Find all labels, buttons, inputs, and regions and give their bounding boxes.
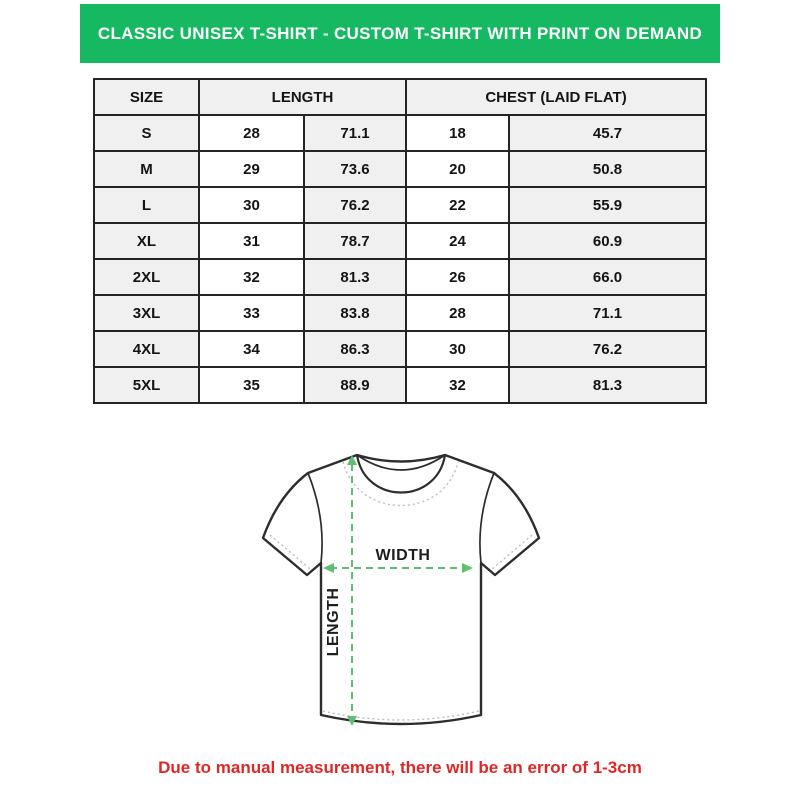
length-cm-cell: 83.8 [304,295,406,331]
table-row [94,295,706,331]
size-cell: 5XL [94,367,199,403]
length-inches-cell: 29 [199,151,304,187]
chest-inches-cell: 22 [406,187,509,223]
width-label: WIDTH [375,547,431,564]
chest-inches-cell: 20 [406,151,509,187]
length-inches-cell: 34 [199,331,304,367]
length-cm-cell: 88.9 [304,367,406,403]
chest-inches-cell: 18 [406,115,509,151]
chest-inches-cell: 28 [406,295,509,331]
chest-cm-cell: 45.7 [509,115,706,151]
chest-column-header: CHEST (LAID FLAT) [406,79,706,115]
chest-inches-cell: 26 [406,259,509,295]
chest-cm-cell: 81.3 [509,367,706,403]
length-inches-cell: 32 [199,259,304,295]
length-inches-cell: 30 [199,187,304,223]
chest-cm-cell: 60.9 [509,223,706,259]
table-row [94,331,706,367]
chest-inches-cell: 30 [406,331,509,367]
size-cell: L [94,187,199,223]
size-cell: 4XL [94,331,199,367]
length-cm-cell: 73.6 [304,151,406,187]
table-row [94,259,706,295]
length-cm-cell: 78.7 [304,223,406,259]
chest-cm-cell: 76.2 [509,331,706,367]
length-cm-cell: 71.1 [304,115,406,151]
tshirt-outline [263,455,539,724]
page-title: CLASSIC UNISEX T-SHIRT - CUSTOM T-SHIRT WITH PRINT ON DEMAND [97,23,703,43]
chest-cm-cell: 50.8 [509,151,706,187]
chest-cm-cell: 71.1 [509,295,706,331]
title-banner [80,4,720,63]
length-inches-cell: 35 [199,367,304,403]
size-column-header: SIZE [94,79,199,115]
length-inches-cell: 28 [199,115,304,151]
length-label: LENGTH [325,587,342,657]
table-row [94,367,706,403]
measurement-error-note: Due to manual measurement, there will be an error of 1-3cm [158,758,642,777]
chest-cm-cell: 66.0 [509,259,706,295]
size-table-body [94,115,706,403]
length-cm-cell: 81.3 [304,259,406,295]
length-inches-cell: 31 [199,223,304,259]
size-cell: S [94,115,199,151]
length-column-header: LENGTH [199,79,406,115]
length-cm-cell: 76.2 [304,187,406,223]
size-cell: M [94,151,199,187]
chest-inches-cell: 24 [406,223,509,259]
length-cm-cell: 86.3 [304,331,406,367]
size-table [93,78,707,404]
size-table-header [94,79,706,115]
chest-inches-cell: 32 [406,367,509,403]
size-cell: XL [94,223,199,259]
chest-cm-cell: 55.9 [509,187,706,223]
size-cell: 2XL [94,259,199,295]
table-row [94,151,706,187]
size-cell: 3XL [94,295,199,331]
table-row [94,187,706,223]
tshirt-diagram-svg [240,430,560,750]
length-inches-cell: 33 [199,295,304,331]
table-row [94,115,706,151]
table-row [94,223,706,259]
tshirt-measurement-diagram [240,430,560,750]
header-row [94,79,706,115]
